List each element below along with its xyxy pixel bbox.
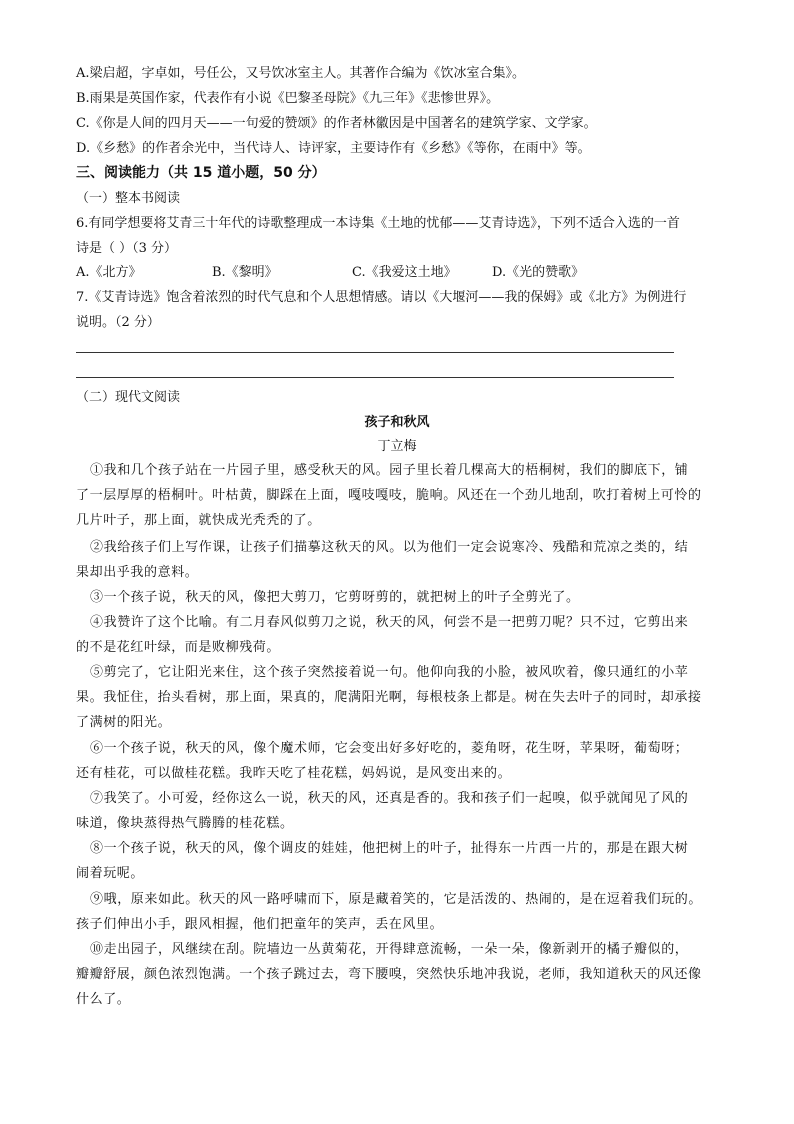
paragraph-line: 了一层厚厚的梧桐叶。叶枯黄，脚踩在上面，嘎吱嘎吱，脆响。风还在一个劲儿地刮，吹打着树上可怜的 bbox=[76, 488, 702, 503]
article-author: 丁立梅 bbox=[377, 439, 417, 454]
q5-option-c: C.《你是人间的四月天——一句爱的赞颂》的作者林徽因是中国著名的建筑学家、文学家。 bbox=[76, 116, 597, 131]
q7-stem-line1: 7.《艾青诗选》饱含着浓烈的时代气息和个人思想情感。请以《大堰河——我的保姆》或《北方》为例进行 bbox=[76, 290, 687, 305]
paragraph-line: 还有桂花，可以做桂花糕。我昨天吃了桂花糕，妈妈说，是风变出来的。 bbox=[76, 766, 512, 781]
q7-stem-line2: 说明。（2 分） bbox=[76, 315, 160, 330]
paragraph-line: ⑨哦，原来如此。秋天的风一路呼啸而下，原是藏着笑的，它是活泼的、热闹的，是在逗着我们玩的。 bbox=[90, 892, 703, 907]
part-heading-modern-reading: （二）现代文阅读 bbox=[76, 390, 181, 405]
paragraph-line: ⑥一个孩子说，秋天的风，像个魔术师，它会变出好多好吃的，菱角呀，花生呀，苹果呀，葡萄呀； bbox=[90, 741, 689, 756]
q6-stem-line1: 6.有同学想要将艾青三十年代的诗歌整理成一本诗集《土地的忧郁——艾青诗选》，下列不适合入选的一首 bbox=[76, 216, 680, 231]
q6-option-a: A.《北方》 bbox=[76, 265, 142, 280]
q5-option-d: D.《乡愁》的作者余光中，当代诗人、诗评家，主要诗作有《乡愁》《等你，在雨中》等。 bbox=[76, 141, 591, 156]
q6-option-b: B.《黎明》 bbox=[212, 265, 278, 280]
paragraph-line: ①我和几个孩子站在一片园子里，感受秋天的风。园子里长着几棵高大的梧桐树，我们的脚底下，铺 bbox=[90, 463, 689, 478]
paragraph-line: ⑦我笑了。小可爱，经你这么一说，秋天的风，还真是香的。我和孩子们一起嗅，似乎就闻见了风的 bbox=[90, 791, 689, 806]
paragraph-line: 果。我怔住，抬头看树，那上面，果真的，爬满阳光啊，每根枝条上都是。树在失去叶子的同时，却承接 bbox=[76, 690, 702, 705]
q6-stem-line2: 诗是（ ）（3 分） bbox=[76, 241, 178, 256]
paragraph-line: 果却出乎我的意料。 bbox=[76, 565, 199, 580]
paragraph-line: 什么了。 bbox=[76, 992, 131, 1007]
paragraph-line: ⑩走出园子，风继续在刮。院墙边一丛黄菊花，开得肆意流畅，一朵一朵，像新剥开的橘子瓣似的， bbox=[90, 942, 689, 957]
paragraph-line: 孩子们伸出小手，跟风相握，他们把童年的笑声，丢在风里。 bbox=[76, 917, 444, 932]
paragraph-line: 闹着玩呢。 bbox=[76, 866, 145, 881]
q6-option-c: C.《我爱这土地》 bbox=[352, 265, 457, 280]
answer-line-1[interactable] bbox=[76, 352, 674, 353]
paragraph-line: ③一个孩子说，秋天的风，像把大剪刀，它剪呀剪的，就把树上的叶子全剪光了。 bbox=[90, 590, 580, 605]
paragraph-line: ⑤剪完了，它让阳光来住，这个孩子突然接着说一句。他仰向我的小脸，被风吹着，像只通红的小苹 bbox=[90, 665, 689, 680]
q6-option-d: D.《光的赞歌》 bbox=[492, 265, 585, 280]
answer-line-2[interactable] bbox=[76, 377, 674, 378]
paragraph-line: ⑧一个孩子说，秋天的风，像个调皮的娃娃，他把树上的叶子，扯得东一片西一片的，那是在跟大树 bbox=[90, 841, 689, 856]
q5-option-b: B.雨果是英国作家，代表作有小说《巴黎圣母院》《九三年》《悲惨世界》。 bbox=[76, 91, 500, 106]
part-heading-whole-book: （一）整本书阅读 bbox=[76, 191, 181, 206]
paragraph-line: 味道，像块蒸得热气腾腾的桂花糕。 bbox=[76, 816, 294, 831]
section-heading: 三、阅读能力（共 15 道小题，50 分） bbox=[76, 165, 326, 181]
q5-option-a: A.梁启超，字卓如，号任公，又号饮冰室主人。其著作合编为《饮冰室合集》。 bbox=[76, 66, 526, 81]
paragraph-line: 的不是花红叶绿，而是败柳残荷。 bbox=[76, 640, 281, 655]
paragraph-line: ④我赞许了这个比喻。有二月春风似剪刀之说，秋天的风，何尝不是一把剪刀呢？只不过，它剪出来 bbox=[90, 615, 689, 630]
paragraph-line: 几片叶子，那上面，就快成光秃秃的了。 bbox=[76, 513, 321, 528]
paragraph-line: 了满树的阳光。 bbox=[76, 715, 172, 730]
paragraph-line: ②我给孩子们上写作课，让孩子们描摹这秋天的风。以为他们一定会说寒冷、残酷和荒凉之类的，结 bbox=[90, 540, 689, 555]
article-title: 孩子和秋风 bbox=[364, 415, 430, 430]
paragraph-line: 瓣瓣舒展，颜色浓烈饱满。一个孩子跳过去，弯下腰嗅，突然快乐地冲我说，老师，我知道秋天的风还像 bbox=[76, 967, 702, 982]
